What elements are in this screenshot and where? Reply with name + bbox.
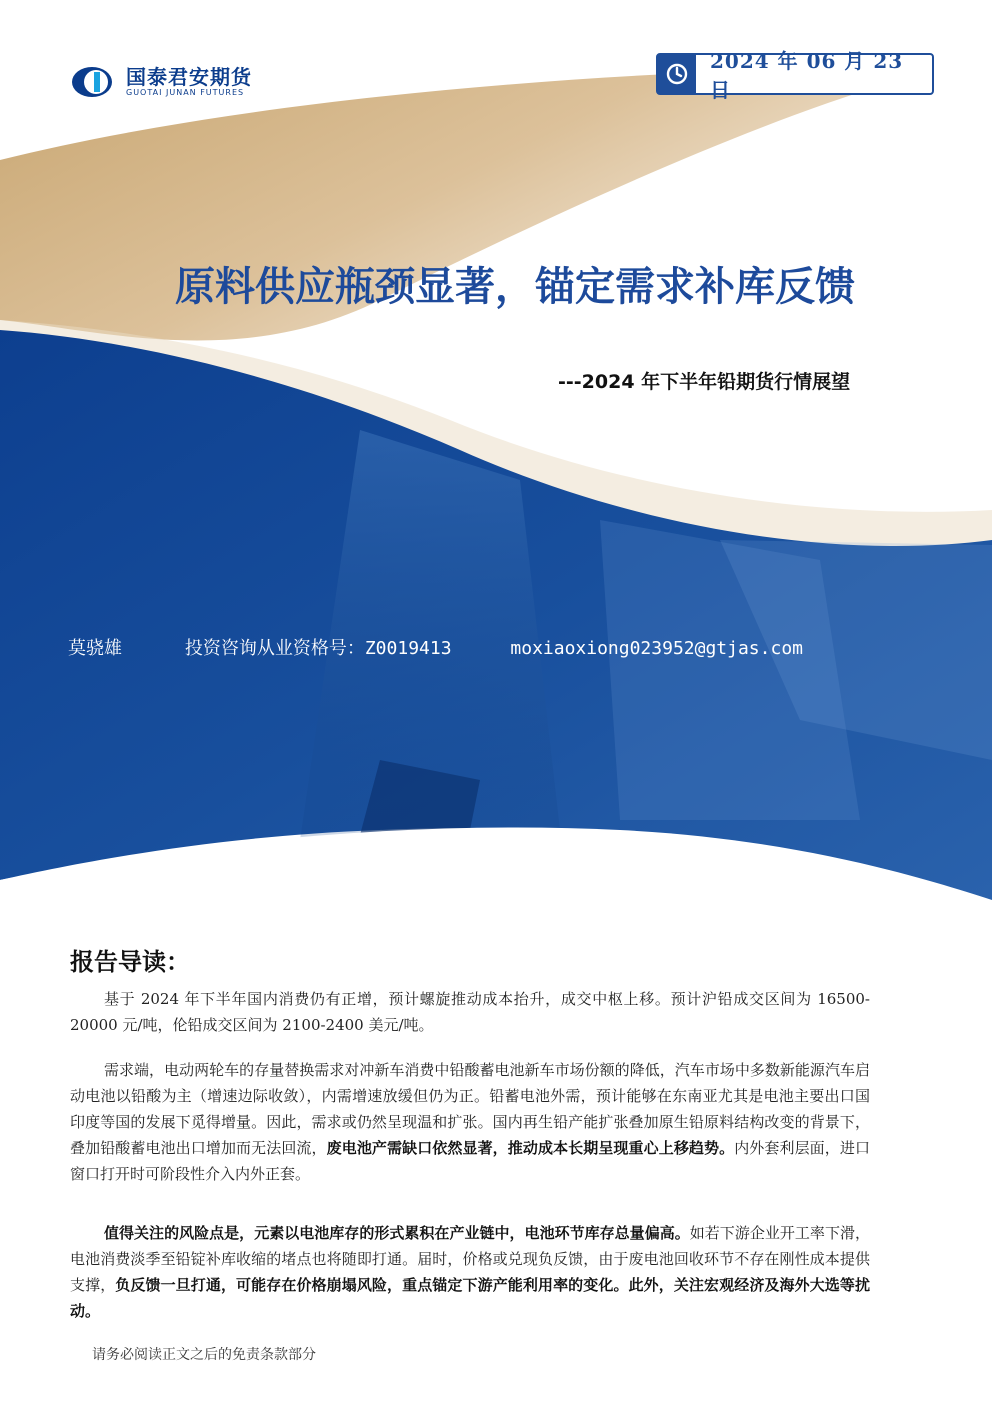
logo-chinese-name: 国泰君安期货 [126, 65, 252, 89]
summary-paragraph-3 [70, 1220, 870, 1324]
author-certificate: 投资咨询从业资格号：Z0019413 [184, 638, 452, 659]
paragraph-2-tail: 内外套利层面，进口窗口打开时可阶段性介入内外正套。 [70, 1139, 870, 1183]
report-date-badge [656, 49, 934, 102]
logo-english-name: GUOTAI JUNAN FUTURES [126, 88, 245, 97]
author-name: 莫骁雄 [68, 638, 122, 659]
report-subtitle: ---2024 年下半年铅期货行情展望 [558, 371, 851, 393]
paragraph-2-highlight: 废电池产需缺口依然显著，推动成本长期呈现重心上移趋势。 [326, 1139, 735, 1157]
company-logo [70, 64, 252, 100]
disclaimer-note: 请务必阅读正文之后的免责条款部分 [92, 1347, 316, 1363]
report-title: 原料供应瓶颈显著，锚定需求补库反馈 [175, 264, 855, 310]
paragraph-3-highlight-1: 值得关注的风险点是，元素以电池库存的形式累积在产业链中，电池环节库存总量偏高。 [104, 1224, 690, 1242]
summary-paragraph-2 [70, 1057, 870, 1187]
paragraph-3-text: 如若下游企业开工率下滑，电池消费淡季至铅锭补库收缩的堵点也将随即打通。届时，价格或兑现负反馈，由于废电池回收环节不存在刚性成本提供支撑， [70, 1224, 870, 1294]
report-date: 2024 年 06 月 23 日 [709, 49, 904, 102]
paragraph-2-text: 需求端，电动两轮车的存量替换需求对冲新车消费中铅酸蓄电池新车市场份额的降低，汽车市场中多数新能源汽车启动电池以铅酸为主（增速边际收敛），内需增速放缓但仍为正。铅蓄电池外需，预计能够在东南亚尤其是电池主要出口国印度等国的发展下觅得增量。因此，需求或仍然呈现温和扩张。国内再生铅产能扩张叠加原生铅原料结构改变的背景下，叠加铅酸蓄电池出口增加而无法回流， [70, 1061, 870, 1157]
author-email: moxiaoxiong023952@gtjas.com [510, 638, 803, 659]
summary-paragraph-1: 基于 2024 年下半年国内消费仍有正增，预计螺旋推动成本抬升，成交中枢上移。预计沪铅成交区间为 16500-20000 元/吨，伦铅成交区间为 2100-2400 美元/吨。 [70, 990, 870, 1034]
paragraph-3-highlight-2: 负反馈一旦打通，可能存在价格崩塌风险，重点锚定下游产能利用率的变化。此外，关注宏观经济及海外大选等扰动。 [70, 1276, 870, 1320]
clock-icon [658, 55, 696, 93]
section-heading: 报告导读： [70, 947, 190, 976]
logo-mark-icon [70, 64, 118, 100]
author-info [68, 634, 803, 660]
